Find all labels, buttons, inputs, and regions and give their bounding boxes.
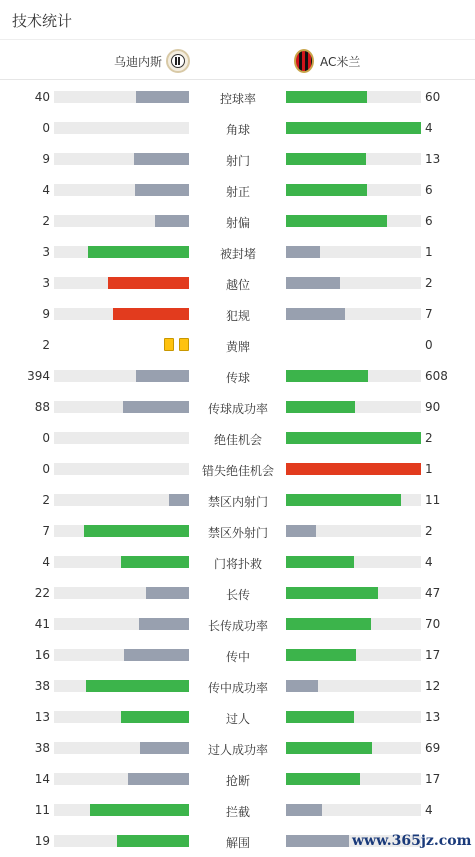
away-value: 2 bbox=[425, 524, 433, 538]
home-value: 0 bbox=[42, 462, 50, 476]
stat-label: 门将扑救 bbox=[213, 557, 262, 571]
stat-label: 禁区外射门 bbox=[207, 526, 268, 540]
away-bar bbox=[286, 494, 421, 506]
home-value: 41 bbox=[34, 617, 50, 631]
home-bar-fill bbox=[135, 184, 189, 196]
away-bar bbox=[286, 804, 421, 816]
away-bar bbox=[286, 711, 421, 723]
home-bar-fill bbox=[90, 804, 189, 816]
away-bar bbox=[286, 463, 421, 475]
home-bar bbox=[54, 742, 189, 754]
away-bar-fill bbox=[286, 649, 356, 661]
stat-label: 过人 bbox=[225, 712, 250, 726]
away-bar bbox=[286, 370, 421, 382]
home-value: 4 bbox=[42, 555, 50, 569]
home-bar-fill bbox=[136, 370, 189, 382]
home-bar bbox=[54, 215, 189, 227]
away-value: 4 bbox=[425, 555, 433, 569]
away-value: 2 bbox=[425, 431, 433, 445]
stat-row bbox=[0, 422, 475, 453]
away-value: 6 bbox=[425, 183, 433, 197]
stat-row bbox=[0, 639, 475, 670]
home-bar-fill bbox=[86, 680, 189, 692]
away-bar bbox=[286, 680, 421, 692]
home-bar bbox=[54, 246, 189, 258]
stat-label: 长传 bbox=[225, 588, 250, 602]
away-value: 6 bbox=[425, 214, 433, 228]
home-bar bbox=[54, 308, 189, 320]
stat-label: 越位 bbox=[225, 278, 250, 292]
stat-label: 抢断 bbox=[225, 774, 250, 788]
teams-header bbox=[0, 44, 475, 80]
away-value: 0 bbox=[425, 338, 433, 352]
home-bar-fill bbox=[139, 618, 189, 630]
home-value: 22 bbox=[34, 586, 50, 600]
home-value: 394 bbox=[27, 369, 50, 383]
stat-row bbox=[0, 267, 475, 298]
home-value: 2 bbox=[42, 493, 50, 507]
stat-label: 传球 bbox=[225, 371, 250, 385]
stat-row bbox=[0, 608, 475, 639]
home-bar bbox=[54, 618, 189, 630]
home-bar bbox=[54, 184, 189, 196]
away-bar bbox=[286, 587, 421, 599]
home-bar bbox=[54, 587, 189, 599]
stat-label: 禁区内射门 bbox=[207, 495, 268, 509]
stat-row bbox=[0, 701, 475, 732]
home-value: 0 bbox=[42, 121, 50, 135]
away-bar-fill bbox=[286, 432, 421, 444]
stat-label: 黄牌 bbox=[225, 340, 250, 354]
away-value: 7 bbox=[425, 307, 433, 321]
home-value: 19 bbox=[34, 834, 50, 848]
home-bar-fill bbox=[84, 525, 189, 537]
stat-row bbox=[0, 112, 475, 143]
stat-label: 射偏 bbox=[225, 216, 250, 230]
home-value: 0 bbox=[42, 431, 50, 445]
stat-row bbox=[0, 515, 475, 546]
away-bar bbox=[286, 184, 421, 196]
stat-label: 拦截 bbox=[225, 805, 250, 819]
home-bar bbox=[54, 91, 189, 103]
home-bar-fill bbox=[121, 711, 189, 723]
away-bar bbox=[286, 277, 421, 289]
stat-row bbox=[0, 546, 475, 577]
home-bar-fill bbox=[124, 649, 189, 661]
stat-label: 射正 bbox=[225, 185, 250, 199]
stat-label: 绝佳机会 bbox=[213, 433, 262, 447]
stat-label: 长传成功率 bbox=[207, 619, 268, 633]
away-value: 90 bbox=[425, 400, 441, 414]
away-value: 60 bbox=[425, 90, 441, 104]
away-value: 17 bbox=[425, 648, 441, 662]
home-bar-fill bbox=[134, 153, 189, 165]
away-bar-fill bbox=[286, 525, 316, 537]
home-bar bbox=[54, 463, 189, 475]
away-bar-fill bbox=[286, 246, 320, 258]
home-bar-fill bbox=[113, 308, 189, 320]
home-value: 40 bbox=[34, 90, 50, 104]
yellow-card-icon bbox=[164, 338, 174, 351]
stat-row bbox=[0, 577, 475, 608]
stat-row bbox=[0, 236, 475, 267]
stat-row bbox=[0, 794, 475, 825]
stat-label: 角球 bbox=[225, 123, 250, 137]
home-value: 3 bbox=[42, 276, 50, 290]
home-bar bbox=[54, 494, 189, 506]
away-bar bbox=[286, 773, 421, 785]
away-bar bbox=[286, 742, 421, 754]
away-bar bbox=[286, 401, 421, 413]
away-bar bbox=[286, 649, 421, 661]
home-bar bbox=[54, 370, 189, 382]
away-value: 13 bbox=[425, 710, 441, 724]
away-value: 1 bbox=[425, 462, 433, 476]
away-bar-fill bbox=[286, 401, 355, 413]
away-value: 4 bbox=[425, 803, 433, 817]
home-bar-fill bbox=[169, 494, 189, 506]
away-value: 12 bbox=[425, 679, 441, 693]
away-value: 47 bbox=[425, 586, 441, 600]
home-bar-fill bbox=[155, 215, 189, 227]
stat-row bbox=[0, 763, 475, 794]
away-bar bbox=[286, 153, 421, 165]
home-value: 16 bbox=[34, 648, 50, 662]
home-bar bbox=[54, 556, 189, 568]
home-team-name: 乌迪内斯 bbox=[114, 54, 163, 69]
home-bar bbox=[54, 711, 189, 723]
away-bar-fill bbox=[286, 835, 349, 847]
stat-row bbox=[0, 484, 475, 515]
yellow-cards bbox=[54, 338, 189, 352]
away-bar-fill bbox=[286, 711, 354, 723]
home-bar bbox=[54, 649, 189, 661]
stat-row bbox=[0, 391, 475, 422]
away-team[interactable] bbox=[294, 49, 360, 73]
away-bar bbox=[286, 91, 421, 103]
home-value: 9 bbox=[42, 152, 50, 166]
stat-label: 控球率 bbox=[219, 92, 256, 106]
home-value: 14 bbox=[34, 772, 50, 786]
home-value: 13 bbox=[34, 710, 50, 724]
home-value: 4 bbox=[42, 183, 50, 197]
away-bar-fill bbox=[286, 91, 367, 103]
away-value: 17 bbox=[425, 772, 441, 786]
home-bar-fill bbox=[108, 277, 189, 289]
home-bar-fill bbox=[121, 556, 189, 568]
home-bar bbox=[54, 773, 189, 785]
stat-label: 犯规 bbox=[225, 309, 250, 323]
away-bar bbox=[286, 246, 421, 258]
away-bar-fill bbox=[286, 463, 421, 475]
header bbox=[0, 0, 475, 40]
home-bar bbox=[54, 680, 189, 692]
stat-label: 解围 bbox=[225, 836, 250, 850]
stat-row bbox=[0, 174, 475, 205]
stat-row bbox=[0, 360, 475, 391]
stat-row bbox=[0, 453, 475, 484]
home-value: 11 bbox=[34, 803, 50, 817]
stat-label: 传中 bbox=[225, 650, 250, 664]
home-bar-fill bbox=[128, 773, 189, 785]
stat-label: 错失绝佳机会 bbox=[201, 464, 274, 478]
away-bar bbox=[286, 556, 421, 568]
home-bar bbox=[54, 432, 189, 444]
away-value: 2 bbox=[425, 276, 433, 290]
home-value: 9 bbox=[42, 307, 50, 321]
away-bar bbox=[286, 122, 421, 134]
away-bar-fill bbox=[286, 556, 354, 568]
home-bar bbox=[54, 122, 189, 134]
home-value: 2 bbox=[42, 338, 50, 352]
away-value: 608 bbox=[425, 369, 448, 383]
home-bar bbox=[54, 804, 189, 816]
home-bar bbox=[54, 401, 189, 413]
home-value: 38 bbox=[34, 741, 50, 755]
home-value: 88 bbox=[34, 400, 50, 414]
home-bar bbox=[54, 525, 189, 537]
away-bar bbox=[286, 525, 421, 537]
stat-row bbox=[0, 143, 475, 174]
away-bar-fill bbox=[286, 122, 421, 134]
home-bar-fill bbox=[117, 835, 189, 847]
away-value: 69 bbox=[425, 741, 441, 755]
udinese-crest-icon bbox=[166, 49, 190, 73]
away-bar-fill bbox=[286, 742, 372, 754]
away-bar-fill bbox=[286, 804, 322, 816]
stat-label: 过人成功率 bbox=[207, 743, 268, 757]
stat-label: 射门 bbox=[225, 154, 250, 168]
home-bar-fill bbox=[140, 742, 189, 754]
home-bar-fill bbox=[88, 246, 189, 258]
away-value: 70 bbox=[425, 617, 441, 631]
away-value: 1 bbox=[425, 245, 433, 259]
stat-row bbox=[0, 329, 475, 360]
home-value: 2 bbox=[42, 214, 50, 228]
stat-row bbox=[0, 298, 475, 329]
stat-row bbox=[0, 205, 475, 236]
home-bar bbox=[54, 277, 189, 289]
home-bar-fill bbox=[123, 401, 189, 413]
away-value: 4 bbox=[425, 121, 433, 135]
away-bar bbox=[286, 215, 421, 227]
stat-row bbox=[0, 81, 475, 112]
away-bar-fill bbox=[286, 184, 367, 196]
away-bar bbox=[286, 308, 421, 320]
away-bar-fill bbox=[286, 277, 340, 289]
away-bar-fill bbox=[286, 680, 318, 692]
away-bar-fill bbox=[286, 494, 401, 506]
ac-milan-crest-icon bbox=[294, 49, 314, 73]
away-bar-fill bbox=[286, 370, 368, 382]
away-value: 11 bbox=[425, 493, 441, 507]
away-bar-fill bbox=[286, 215, 387, 227]
watermark: www.365jz.com bbox=[352, 833, 472, 849]
away-bar-fill bbox=[286, 587, 378, 599]
home-bar bbox=[54, 153, 189, 165]
stat-label: 传中成功率 bbox=[207, 681, 268, 695]
away-bar bbox=[286, 618, 421, 630]
away-bar-fill bbox=[286, 773, 360, 785]
stat-row bbox=[0, 670, 475, 701]
away-bar-fill bbox=[286, 618, 371, 630]
page-title: 技术统计 bbox=[12, 12, 73, 30]
yellow-card-icon bbox=[179, 338, 189, 351]
away-team-name: AC米兰 bbox=[320, 54, 361, 69]
home-team[interactable] bbox=[114, 49, 190, 73]
home-value: 7 bbox=[42, 524, 50, 538]
home-value: 3 bbox=[42, 245, 50, 259]
away-bar bbox=[286, 432, 421, 444]
home-bar bbox=[54, 835, 189, 847]
stat-label: 传球成功率 bbox=[207, 402, 268, 416]
away-bar-fill bbox=[286, 308, 345, 320]
home-bar-fill bbox=[136, 91, 189, 103]
away-bar-fill bbox=[286, 153, 366, 165]
stat-row bbox=[0, 732, 475, 763]
stat-label: 被封堵 bbox=[219, 247, 256, 261]
away-value: 13 bbox=[425, 152, 441, 166]
home-value: 38 bbox=[34, 679, 50, 693]
home-bar-fill bbox=[146, 587, 189, 599]
